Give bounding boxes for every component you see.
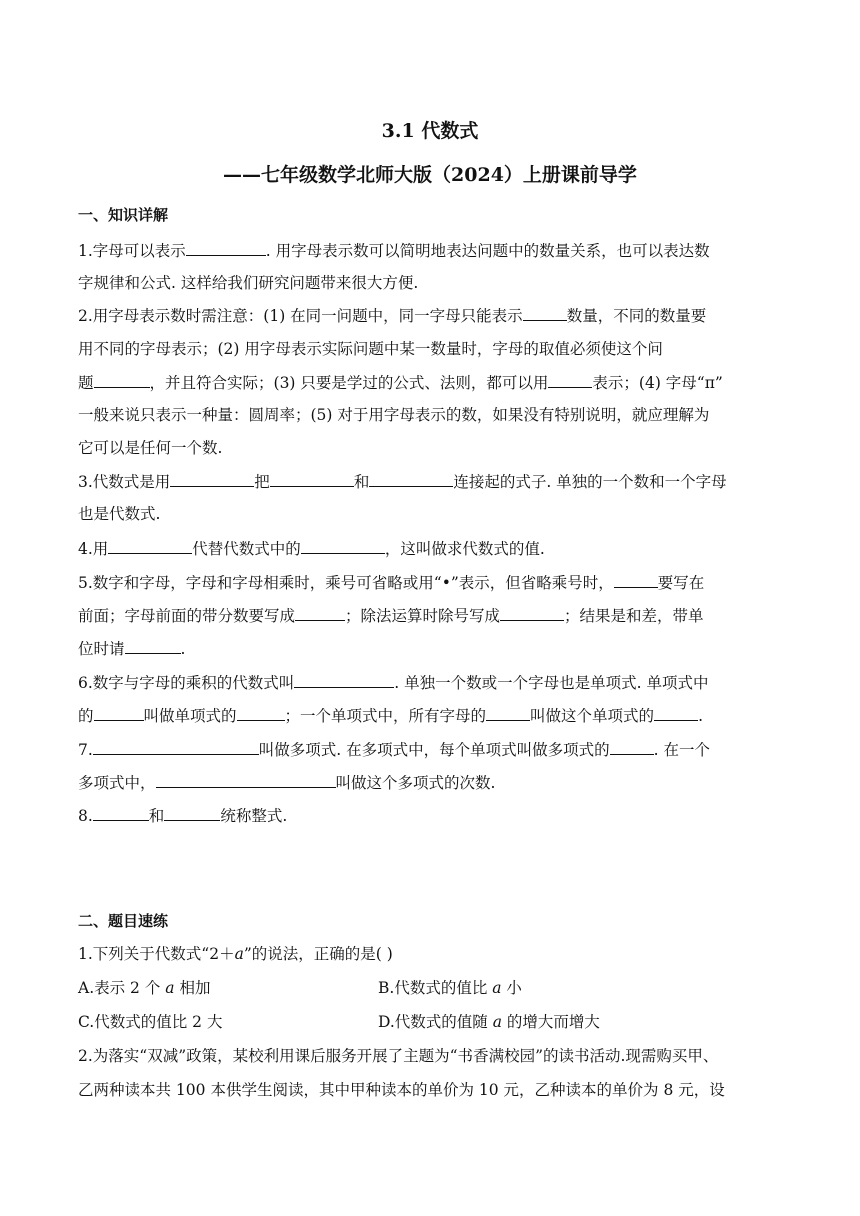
text: 叫做多项式. 在多项式中，每个单项式叫做多项式的	[258, 741, 610, 759]
text: 6.数字与字母的乘积的代数式叫	[78, 674, 295, 692]
text: 相加	[174, 979, 211, 997]
knowledge-item-2-line-3	[78, 372, 784, 393]
text: 的增大而增大	[501, 1013, 600, 1031]
text: ；一个单项式中，所有字母的	[284, 707, 487, 725]
knowledge-item-2-line-5: 它可以是任何一个数.	[78, 439, 223, 457]
text: . 在一个	[653, 741, 711, 759]
variable: a	[492, 979, 502, 997]
option-b	[378, 978, 522, 998]
text: ，这叫做求代数式的值.	[384, 540, 545, 558]
text: 1.字母可以表示	[78, 242, 186, 260]
question-2-line-2: 乙两种读本共 100 本供学生阅读，其中甲种读本的单价为 10 元，乙种读本的单价为 8 元，设	[78, 1081, 725, 1099]
text: 叫做单项式的	[143, 707, 237, 725]
knowledge-item-3-line-1	[78, 471, 784, 492]
page-title: 3.1 代数式	[381, 120, 479, 142]
knowledge-item-4	[78, 538, 784, 559]
page-subtitle: ——七年级数学北师大版（2024）上册课前导学	[223, 164, 637, 186]
text: 2.用字母表示数时需注意：(1) 在同一问题中，同一字母只能表示	[78, 307, 523, 325]
knowledge-item-5-line-2	[78, 605, 784, 626]
text: 5.数字和字母，字母和字母相乘时，乘号可省略或用“•”表示，但省略乘号时，	[78, 574, 614, 592]
knowledge-item-2-line-1	[78, 305, 784, 326]
fill-blank	[156, 772, 336, 788]
fill-blank	[93, 805, 149, 821]
text: B.代数式的值比	[378, 979, 493, 997]
knowledge-item-2-line-4: 一般来说只表示一种量：圆周率；(5) 对于用字母表示的数，如果没有特别说明，就应理解为	[78, 406, 710, 424]
knowledge-item-7-line-2	[78, 772, 784, 793]
option-c: C.代数式的值比 2 大	[78, 1013, 223, 1031]
option-d	[378, 1012, 600, 1032]
text: 4.用	[78, 540, 109, 558]
fill-blank	[486, 705, 530, 721]
knowledge-item-2-line-2: 用不同的字母表示；(2) 用字母表示实际问题中某一数量时，字母的取值必须使这个问	[78, 340, 663, 358]
text: 位时请	[78, 640, 125, 658]
text: 连接起的式子. 单独的一个数和一个字母	[453, 473, 727, 491]
text: 小	[501, 979, 522, 997]
fill-blank	[294, 672, 394, 688]
variable: a	[234, 945, 244, 963]
fill-blank	[523, 305, 567, 321]
text: ”的说法，正确的是( )	[243, 945, 393, 963]
fill-blank	[237, 705, 285, 721]
fill-blank	[94, 372, 150, 388]
text: ，并且符合实际；(3) 只要是学过的公式、法则，都可以用	[149, 374, 549, 392]
fill-blank	[369, 471, 453, 487]
section-heading-knowledge: 一、知识详解	[78, 206, 169, 224]
text: .	[180, 640, 186, 658]
fill-blank	[614, 572, 658, 588]
knowledge-item-5-line-1	[78, 572, 784, 593]
text: 多项式中，	[78, 774, 156, 792]
option-a	[78, 979, 210, 997]
knowledge-item-7-line-1	[78, 739, 784, 760]
question-2-line-1: 2.为落实“双减”政策，某校利用课后服务开展了主题为“书香满校园”的读书活动.现需购买甲、	[78, 1047, 719, 1065]
text: . 用字母表示数可以简明地表达问题中的数量关系，也可以表达数	[265, 242, 710, 260]
text: 表示；(4) 字母“π”	[592, 374, 723, 392]
text: 统称整式.	[220, 807, 288, 825]
fill-blank	[610, 739, 654, 755]
fill-blank	[500, 605, 564, 621]
knowledge-item-8	[78, 805, 784, 826]
text: 叫做这个单项式的	[530, 707, 655, 725]
text: ；结果是和差，带单	[564, 607, 704, 625]
fill-blank	[170, 471, 254, 487]
question-1-stem	[78, 944, 784, 964]
question-1-options-row-2	[78, 1012, 784, 1032]
variable: a	[165, 979, 175, 997]
text: 8.	[78, 807, 93, 825]
text: 数量，不同的数量要	[566, 307, 707, 325]
text: 7.	[78, 741, 93, 759]
variable: a	[492, 1013, 502, 1031]
knowledge-item-5-line-3	[78, 638, 784, 659]
text: 和	[148, 807, 165, 825]
section-heading-exercises: 二、题目速练	[78, 912, 169, 930]
fill-blank	[270, 471, 354, 487]
text: 和	[353, 473, 370, 491]
fill-blank	[108, 538, 192, 554]
text: 前面；字母前面的带分数要写成	[78, 607, 296, 625]
text: ；除法运算时除号写成	[345, 607, 501, 625]
fill-blank	[548, 372, 592, 388]
knowledge-item-1-line-2: 字规律和公式. 这样给我们研究问题带来很大方便.	[78, 274, 419, 292]
text: D.代数式的值随	[378, 1013, 493, 1031]
fill-blank	[186, 240, 266, 256]
text: 要写在	[657, 574, 705, 592]
question-1-options-row-1	[78, 978, 784, 998]
fill-blank	[94, 705, 144, 721]
text: 把	[254, 473, 270, 491]
fill-blank	[295, 605, 345, 621]
text: 3.代数式是用	[78, 473, 171, 491]
text: 1.下列关于代数式“2＋	[78, 945, 235, 963]
knowledge-item-6-line-2	[78, 705, 784, 726]
text: 题	[78, 374, 94, 392]
text: 叫做这个多项式的次数.	[335, 774, 496, 792]
fill-blank	[93, 739, 259, 755]
text: 的	[78, 707, 94, 725]
text: . 单独一个数或一个字母也是单项式. 单项式中	[394, 674, 709, 692]
text: .	[698, 707, 703, 725]
knowledge-item-3-line-2: 也是代数式.	[78, 505, 161, 523]
fill-blank	[164, 805, 220, 821]
fill-blank	[654, 705, 698, 721]
fill-blank	[301, 538, 385, 554]
knowledge-item-6-line-1	[78, 672, 784, 693]
text: A.表示 2 个	[78, 979, 166, 997]
fill-blank	[125, 638, 181, 654]
knowledge-item-1-line-1	[78, 240, 784, 261]
text: 代替代数式中的	[192, 540, 301, 558]
